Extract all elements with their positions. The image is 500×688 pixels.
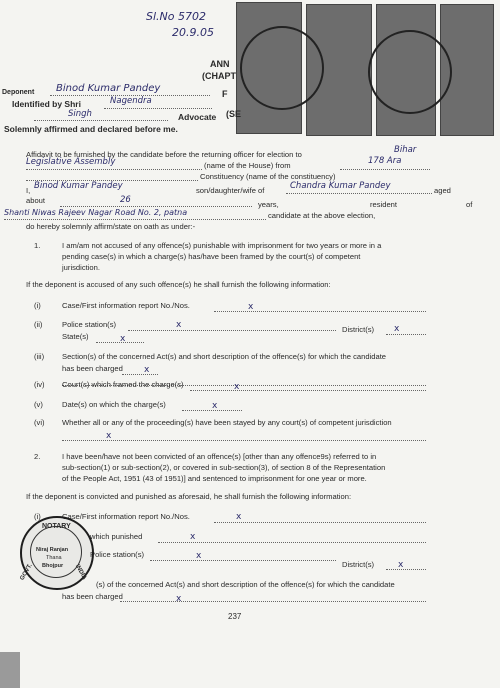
serial-date: 20.9.05 — [172, 26, 214, 39]
form-heading: F — [222, 89, 228, 99]
nil-mark: x — [394, 324, 400, 334]
nil-mark: x — [248, 302, 254, 312]
notary-seal-govt: GOVT. — [19, 562, 34, 582]
accused-5-text: Date(s) on which the charge(s) — [62, 400, 166, 409]
item-1-line1: I am/am not accused of any offence(s) punishable with imprisonment for two years or more in a — [62, 241, 382, 250]
accused-2-text: Police station(s) — [62, 320, 117, 329]
notary-seal — [368, 30, 452, 114]
convicted-1-text: Case/First information report No./Nos. — [62, 512, 190, 521]
intro-line1: Affidavit to be furnished by the candidate before the returning officer for election to — [26, 150, 302, 159]
aged-label: aged — [434, 186, 451, 195]
item-1-line3: jurisdiction. — [62, 263, 100, 272]
accused-3-text: Section(s) of the concerned Act(s) and short description of the offence(s) for which the candidate — [62, 352, 387, 361]
accused-2-district: District(s) — [342, 325, 375, 334]
nil-mark: x — [236, 512, 242, 522]
constituency-label: Constituency (name of the constituency) — [200, 172, 336, 181]
convicted-4-text: (s) of the concerned Act(s) and short description of the offence(s) for which the candidate — [96, 580, 395, 589]
years-label: years, — [258, 200, 279, 209]
nil-mark: x — [176, 594, 182, 604]
convicted-1-number: (i) — [34, 512, 41, 521]
nil-mark: x — [144, 365, 150, 375]
notary-seal-district: Bhojpur — [42, 563, 64, 569]
accused-6-number: (vi) — [34, 418, 45, 427]
house-label: (name of the House) from — [204, 161, 291, 170]
convicted-intro: If the deponent is convicted and punished as aforesaid, he shall furnish the following information: — [26, 492, 352, 501]
item-2-line3: of the People Act, 1951 (43 of 1951)] and sentenced to imprisonment for one year or more. — [62, 474, 367, 483]
item-2-line2: sub-section(1) or sub-section(2), or covered in sub-section(3), of section 8 of the Representation — [62, 463, 386, 472]
candidate-name: Binod Kumar Pandey — [34, 181, 123, 191]
notary-seal — [240, 26, 324, 110]
item-1-line2: pending case(s) in which a charge(s) has/have been framed by the court(s) of competent — [62, 252, 361, 261]
scan-shadow — [0, 652, 20, 688]
advocate-name: Singh — [68, 109, 92, 119]
convicted-2-text: which punished — [90, 532, 143, 541]
convicted-3-text: Police station(s) — [90, 550, 145, 559]
nil-mark: x — [212, 401, 218, 411]
page-number: 237 — [228, 612, 242, 621]
about-label: about — [26, 196, 46, 205]
affirmed-line: Solemnly affirmed and declared before me. — [4, 124, 178, 134]
nil-mark: x — [106, 431, 112, 441]
chapter-heading: (CHAPT — [202, 71, 236, 81]
nil-mark: x — [398, 560, 404, 570]
accused-4-number: (iv) — [34, 380, 45, 389]
accused-5-number: (v) — [34, 400, 43, 409]
nil-mark: x — [120, 334, 126, 344]
notary-seal-bottom — [20, 516, 94, 590]
identified-name: Nagendra — [110, 96, 152, 106]
notary-seal-country: INDIA — [73, 563, 88, 581]
serial-number: Sl.No 5702 — [146, 10, 206, 23]
accused-2-state: State(s) — [62, 332, 89, 341]
nil-mark: x — [234, 382, 240, 392]
address: Shanti Niwas Rajeev Nagar Road No. 2, patna — [4, 208, 188, 217]
annexure-heading: ANN — [210, 59, 230, 69]
deponent-name: Binod Kumar Pandey — [56, 83, 161, 94]
resident-label: resident — [370, 200, 398, 209]
deponent-label: Deponent — [2, 89, 35, 96]
of-label: of — [466, 200, 473, 209]
house-name: Bihar — [394, 145, 417, 155]
notary-seal-name: Niraj Ranjan — [36, 547, 69, 553]
accused-4-text: Court(s) which framed the charge(s) — [62, 380, 184, 389]
nil-mark: x — [190, 532, 196, 542]
accused-6-text: Whether all or any of the proceeding(s) have been stayed by any court(s) of competent jurisdiction — [62, 418, 392, 427]
accused-1-number: (i) — [34, 301, 41, 310]
accused-2-number: (ii) — [34, 320, 43, 329]
item-2-number: 2. — [34, 452, 41, 461]
item-2-line1: I have been/have not been convicted of an offence(s) [other than any offence9s) referred to in — [62, 452, 377, 461]
notary-seal-place: Thana — [46, 555, 62, 561]
son-of-label: son/daughter/wife of — [196, 186, 265, 195]
father-name: Chandra Kumar Pandey — [290, 181, 391, 191]
notary-seal-title: NOTARY — [42, 523, 71, 530]
oath-line: do hereby solemnly affirm/state on oath as under:- — [26, 222, 196, 231]
nil-mark: x — [196, 551, 202, 561]
identified-label: Identified by Shri — [12, 99, 81, 109]
house-name-2: Legislative Assembly — [26, 157, 116, 167]
section-heading: (SE — [226, 109, 242, 119]
convicted-4-text2: has been charged — [62, 592, 123, 601]
accused-3-text2: has been charged — [62, 364, 123, 373]
item-1-number: 1. — [34, 241, 41, 250]
convicted-3-district: District(s) — [342, 560, 375, 569]
nil-mark: x — [176, 320, 182, 330]
advocate-label: Advocate — [178, 112, 217, 122]
accused-3-number: (iii) — [34, 352, 45, 361]
age-value: 26 — [120, 195, 131, 205]
constituency-no: 178 Ara — [368, 156, 402, 166]
accused-intro: If the deponent is accused of any such offence(s) he shall furnish the following information: — [26, 280, 331, 289]
candidate-label: candidate at the above election, — [268, 211, 376, 220]
accused-1-text: Case/First information report No./Nos. — [62, 301, 190, 310]
i-label: I, — [26, 186, 31, 195]
revenue-stamps — [232, 0, 492, 132]
